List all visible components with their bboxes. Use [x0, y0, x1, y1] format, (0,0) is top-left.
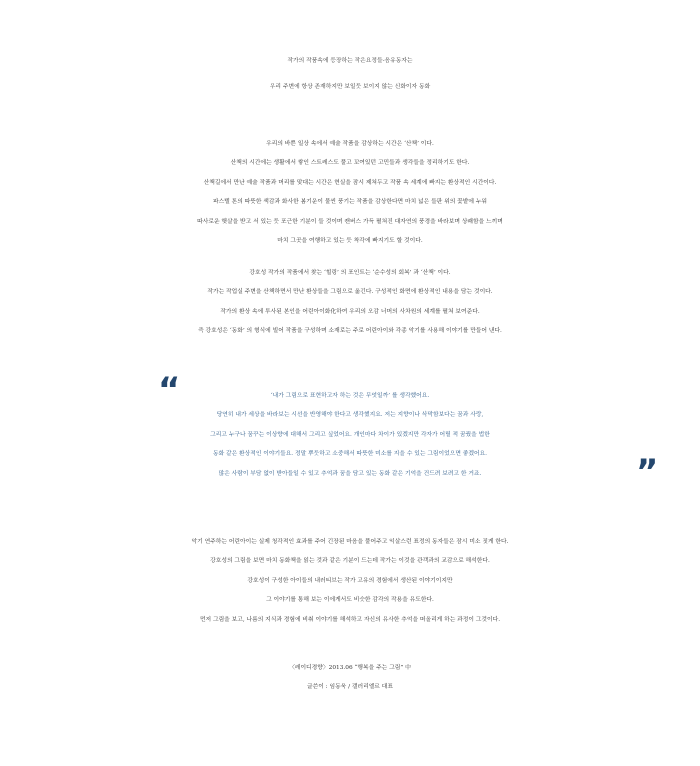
paragraph-line: 강호성이 구성한 아이들의 내러티브는 작가 고유의 경험에서 생산된 이야기이지만: [247, 577, 453, 584]
heading-line-2: 우리 주변에 항상 존재하지만 보일듯 보이지 않는 신화이자 동화: [269, 84, 431, 90]
quote-line: 당연히 내가 세상을 바라보는 시선을 반영해야 한다고 생각했지요. 저는 지향이나 삭막함보다는 꿈과 사랑,: [216, 412, 484, 419]
paragraph-line: 따사로운 햇살을 받고 서 있는 듯 포근한 기분이 들 것이며 캔버스 가득 펼쳐진 대자연의 풍경을 바라보며 상쾌함을 느끼며: [197, 218, 503, 225]
quote-line: 그리고 누구나 꿈꾸는 이상향에 대해서 그리고 싶었어요. 개인마다 차이가 있겠지만 각자가 어릴 적 꿈꿨을 법한: [210, 431, 490, 438]
article-heading: [0, 48, 700, 100]
healing-paragraph: [0, 264, 700, 342]
paragraph-line: 우리의 바쁜 일상 속에서 예술 작품을 감상하는 시간은 ‘산책’ 이다.: [266, 141, 434, 147]
quote-line: 많은 사람이 부담 없이 받아들일 수 있고 추억과 꿈을 담고 있는 동화 같은 기억을 건드려 보려고 한 거죠.: [218, 470, 482, 477]
paragraph-line: 마치 그곳을 여행하고 있는 듯 착각에 빠지기도 할 것이다.: [277, 238, 423, 245]
paragraph-line: 강호성의 그림을 보면 마치 동화책을 읽는 것과 같은 기분이 드는데 작가는 이것을 관객과의 교감으로 해석한다.: [210, 558, 490, 565]
paragraph-line: 작가는 작업실 주변을 산책하면서 만난 환상들을 그림으로 옮긴다. 구성적인 화면에 환상적인 내용을 담는 것이다.: [207, 289, 493, 296]
paragraph-line: 산책의 시간에는 생활에서 쌓인 스트레스도 풀고 꼬여있던 고민들과 생각들을 정리하기도 한다.: [230, 160, 470, 167]
paragraph-line: 악기 연주하는 어린아이는 실제 청각적인 효과를 주어 긴장된 마음을 풀어주고 익살스런 표정의 동자들은 잠시 미소 짓게 한다.: [191, 539, 509, 545]
paragraph-line: 작가의 환상 속에 투사된 본인을 어린아이화化하여 우리의 오감 너머의 사차원의 세계를 펼쳐 보여준다.: [220, 308, 480, 315]
quote-line: ‘내가 그림으로 표현하고자 하는 것은 무엇일까’ 를 생각했어요.: [270, 393, 430, 399]
interpretation-paragraph: [0, 533, 700, 630]
paragraph-line: 그 이야기를 통해 보는 이에게서도 비슷한 감각의 작용을 유도한다.: [266, 597, 434, 604]
paragraph-line: 즉 강호성은 ‘동화’ 의 형식에 빌어 작품을 구성하며 소재로는 주로 어린아이와 각종 악기를 사용해 이야기를 만들어 낸다.: [198, 328, 502, 335]
paragraph-line: 산책길에서 만난 예술 작품과 머리를 맞대는 시간은 현실을 잠시 제쳐두고 작품 속 세계에 빠지는 환상적인 시간이다.: [203, 179, 497, 186]
credit-author: 글쓴이 : 임동욱 / 갤러리엘르 대표: [307, 684, 393, 691]
paragraph-line: 파스텔 톤의 따뜻한 색감과 화사한 봄기운이 물씬 풍기는 작품을 감상한다면 마치 넓은 들판 위의 꽃밭에 누워: [212, 199, 488, 206]
paragraph-line: 먼저 그림을 보고, 나름의 지식과 경험에 비춰 이야기를 해석하고 자신의 유사한 추억을 떠올리게 하는 과정이 그것이다.: [199, 616, 501, 623]
credit-source: 〈레이디경향〉2013.06 “행복을 주는 그림” 中: [289, 665, 411, 671]
open-quote-icon: “: [158, 370, 181, 410]
paragraph-line: 강호성 작가의 작품에서 찾는 ‘힐링’ 의 포인트는 ‘순수성의 회복’ 과 ‘산책’ 이다.: [249, 270, 451, 276]
artist-quote: [0, 387, 700, 484]
heading-line-1: 작가의 작품속에 등장하는 작은요정들-음유동자는: [287, 58, 413, 64]
intro-paragraph: [0, 135, 700, 251]
close-quote-icon: ”: [636, 452, 659, 492]
quote-line: 동화 같은 환상적인 이야기들요. 정말 뿌듯하고 소중해서 따뜻한 미소를 지을 수 있는 그림이었으면 좋겠어요.: [212, 451, 488, 458]
article-credit: [0, 659, 700, 698]
